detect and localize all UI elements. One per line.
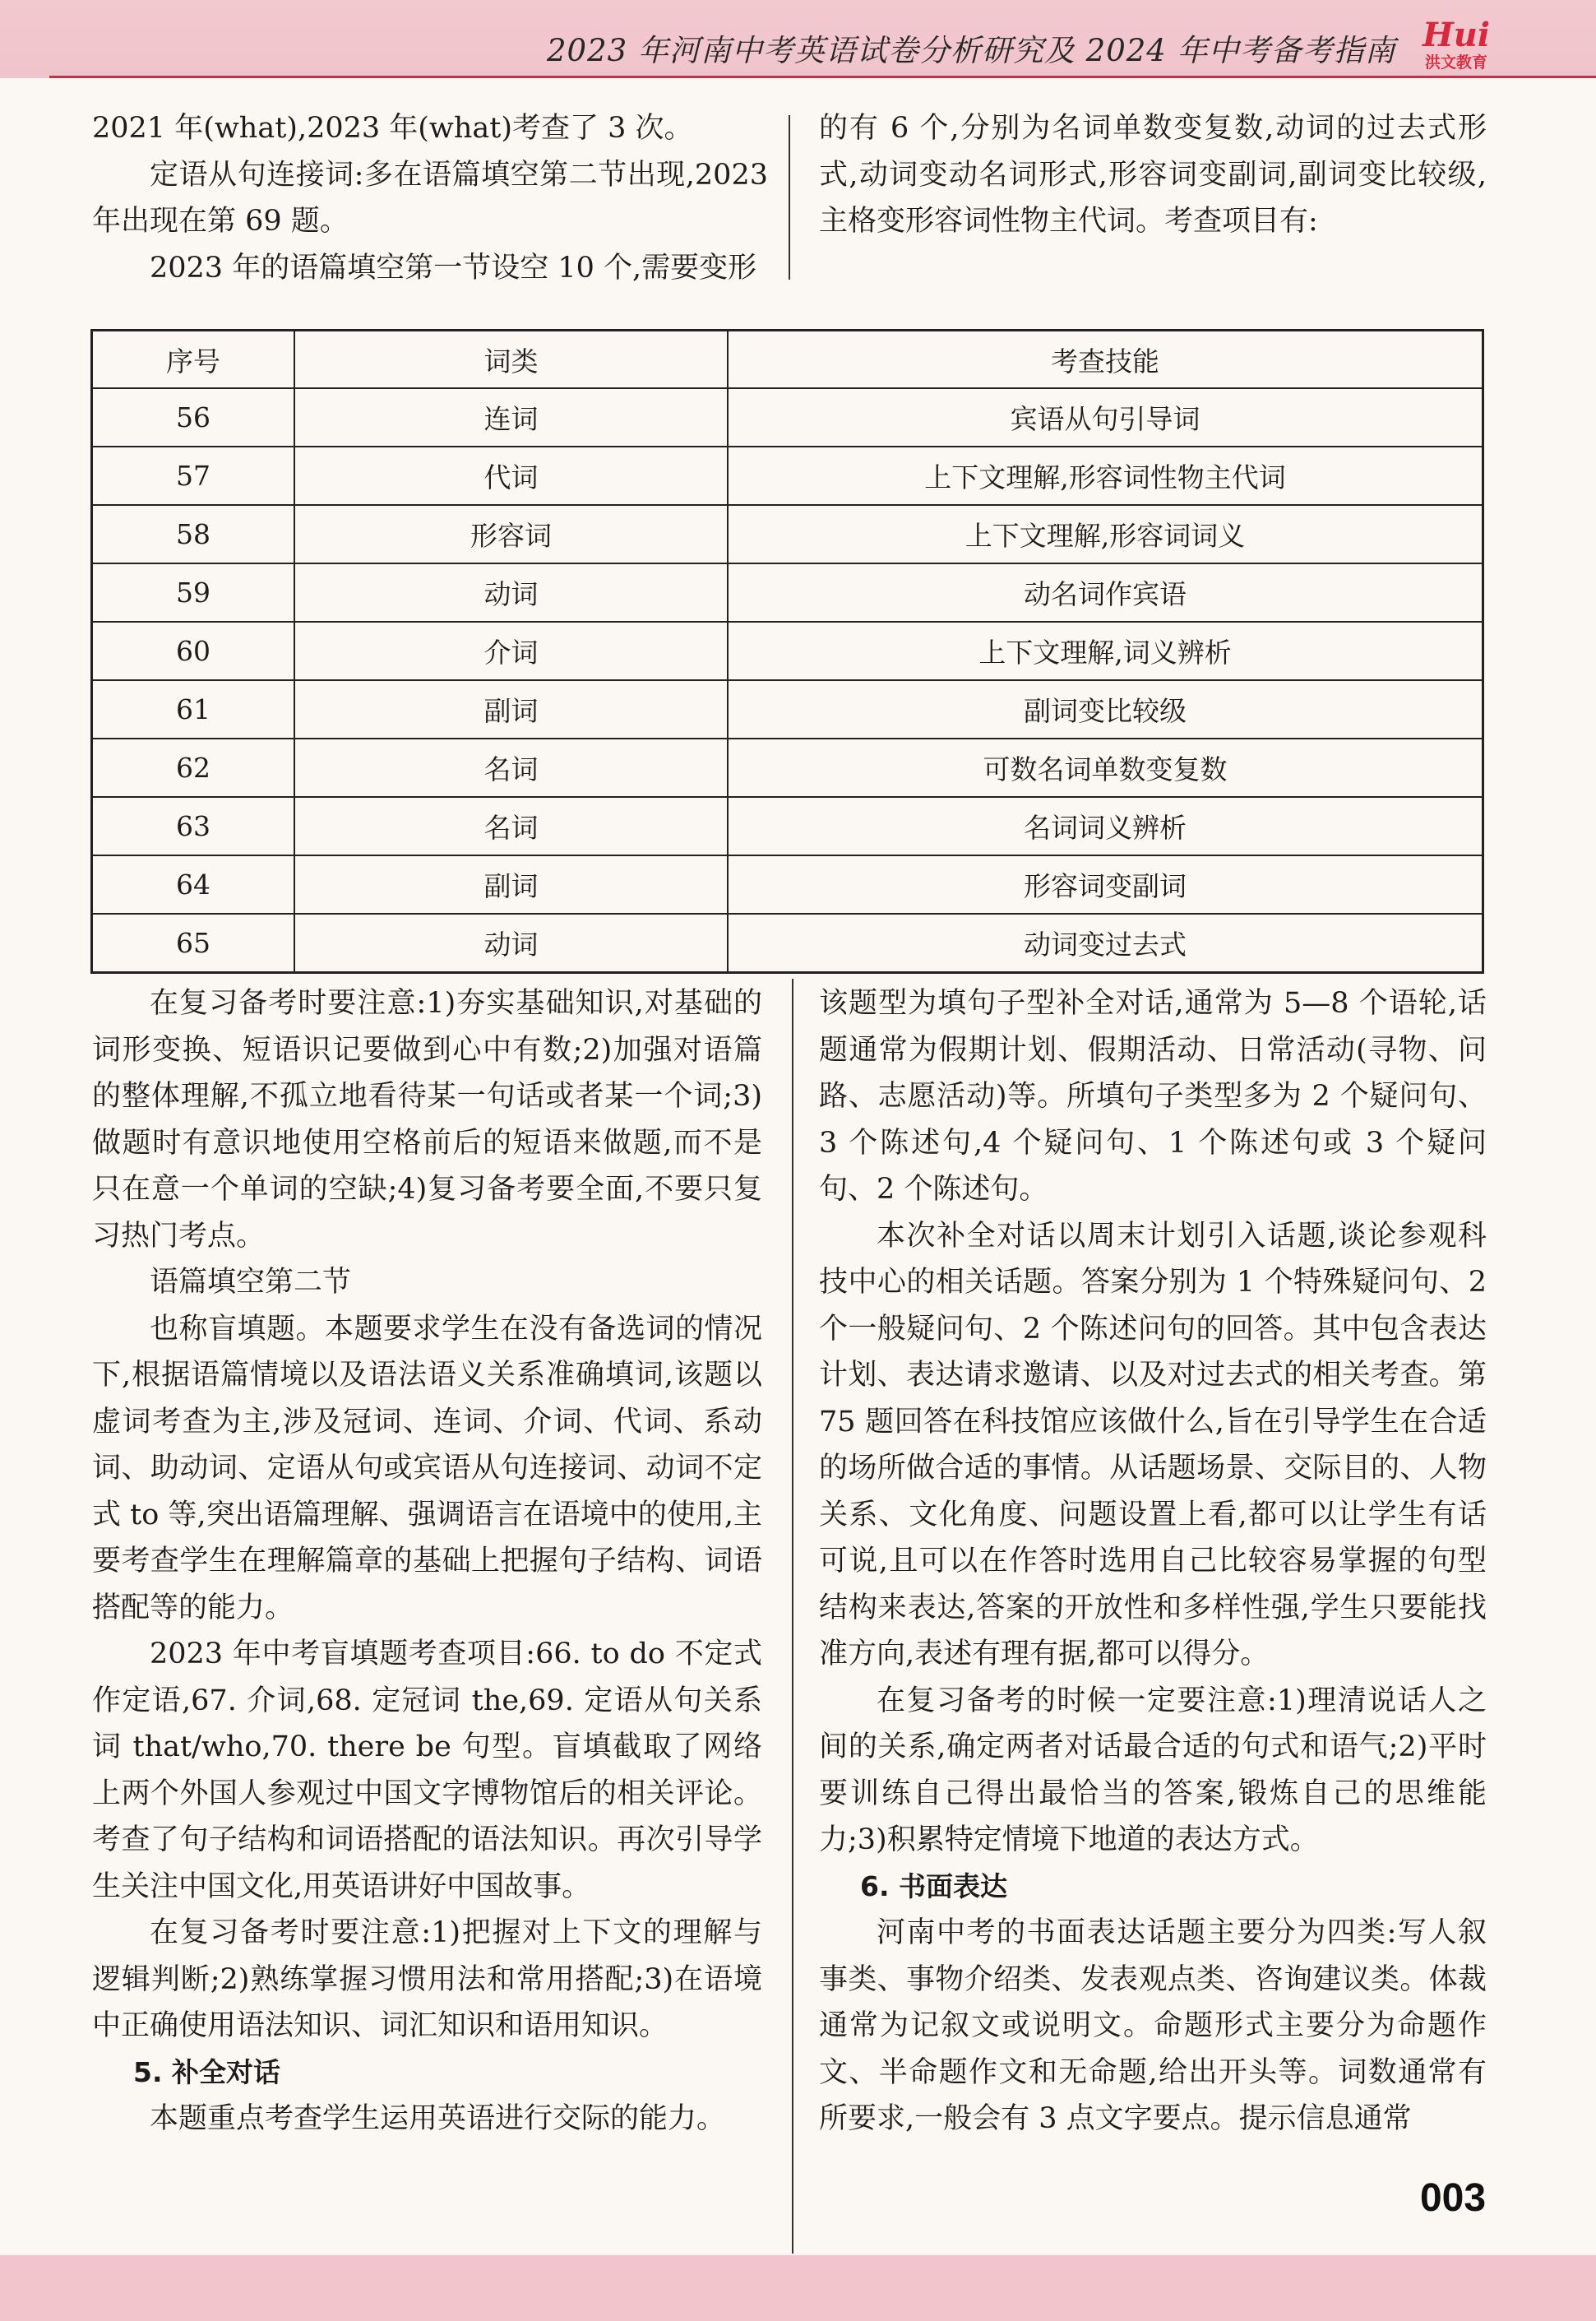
page-number: 003 [1419, 2176, 1487, 2220]
paragraph: 定语从句连接词:多在语篇填空第二节出现,2023 年出现在第 69 题。 [92, 158, 768, 238]
paragraph: 本次补全对话以周末计划引入话题,谈论参观科技中心的相关话题。答案分别为 1 个特殊疑问句、2 个一般疑问句、2 个陈述问句的回答。其中包含表达计划、表达请求邀请、以及对过去式的相关考查。第 75 题回答在科技馆应该做什么,旨在引导学生在合适的场所做合适的事情。从话题场景、交际目的、人物关系、文化角度、问题设置上看,都可以让学生有话可说,且可以在作答时选用自己比较容易掌握的句型结构来表达,答案的开放性和多样性强,学生只要能找准方向,表述有理有据,都可以得分。 [819, 1219, 1487, 1670]
column-divider [789, 115, 790, 280]
cell-word-class: 名词 [294, 797, 728, 855]
cell-number: 61 [92, 680, 295, 739]
section-heading-6: 6. 书面表达 [860, 1869, 1007, 1902]
cell-skill: 可数名词单数变复数 [728, 739, 1483, 797]
publisher-logo [1416, 18, 1497, 74]
cell-word-class: 副词 [294, 680, 728, 739]
paragraph: 的有 6 个,分别为名词单数变复数,动词的过去式形式,动词变动名词形式,形容词变副词,副词变比较级,主格变形容词性物主代词。考查项目有: [819, 112, 1487, 238]
cell-number: 63 [92, 797, 295, 855]
header-cell-number: 序号 [92, 331, 295, 389]
table-row [92, 855, 1483, 914]
table-row [92, 447, 1483, 505]
paragraph: 2023 年的语篇填空第一节设空 10 个,需要变形 [150, 251, 757, 285]
cell-number: 59 [92, 563, 295, 622]
cell-skill: 动名词作宾语 [728, 563, 1483, 622]
table-row [92, 680, 1483, 739]
cell-word-class: 动词 [294, 563, 728, 622]
cell-skill: 形容词变副词 [728, 855, 1483, 914]
subsection-label: 语篇填空第二节 [150, 1266, 352, 1299]
right-column [819, 980, 1487, 2143]
cell-word-class: 副词 [294, 855, 728, 914]
paragraph: 2021 年(what),2023 年(what)考查了 3 次。 [92, 112, 693, 145]
cell-number: 60 [92, 622, 295, 680]
paragraph: 2023 年中考盲填题考查项目:66. to do 不定式作定语,67. 介词,68. 定冠词 the,69. 定语从句关系词 that/who,70. there be 句型。盲填截取了网络上两个外国人参观过中国文字博物馆后的相关评论。考查了句子结构和词语搭配的语法知识。再次引导学生关注中国文化,用英语讲好中国故事。 [92, 1638, 762, 1903]
table-row [92, 739, 1483, 797]
table-row [92, 914, 1483, 973]
cell-skill: 宾语从句引导词 [728, 388, 1483, 447]
table-row [92, 388, 1483, 447]
cell-number: 58 [92, 505, 295, 563]
cell-skill: 上下文理解,形容词词义 [728, 505, 1483, 563]
cell-word-class: 形容词 [294, 505, 728, 563]
cell-word-class: 介词 [294, 622, 728, 680]
cell-number: 57 [92, 447, 295, 505]
cell-number: 64 [92, 855, 295, 914]
top-right-column [819, 105, 1487, 245]
cell-number: 62 [92, 739, 295, 797]
table-row [92, 563, 1483, 622]
section-heading-5: 5. 补全对话 [133, 2055, 280, 2088]
top-left-column [92, 105, 768, 291]
exam-items-table [90, 329, 1484, 974]
running-header-title: 2023 年河南中考英语试卷分析研究及 2024 年中考备考指南 [547, 33, 1396, 68]
logo-mark: Hui [1422, 16, 1491, 54]
header-rule [49, 76, 1596, 78]
paragraph: 在复习备考时要注意:1)夯实基础知识,对基础的词形变换、短语识记要做到心中有数;2)加强对语篇的整体理解,不孤立地看待某一句话或者某一个词;3)做题时有意识地使用空格前后的短语来做题,而不是只在意一个单词的空缺;4)复习备考要全面,不要只复习热门考点。 [92, 987, 762, 1253]
left-column [92, 980, 762, 2143]
paragraph: 在复习备考的时候一定要注意:1)理清说话人之间的关系,确定两者对话最合适的句式和语气;2)平时要训练自己得出最恰当的答案,锻炼自己的思维能力;3)积累特定情境下地道的表达方式。 [819, 1684, 1487, 1856]
cell-skill: 名词词义辨析 [728, 797, 1483, 855]
cell-skill: 动词变过去式 [728, 914, 1483, 973]
footer-band [0, 2255, 1596, 2321]
paragraph: 本题重点考查学生运用英语进行交际的能力。 [150, 2102, 726, 2135]
paragraph: 也称盲填题。本题要求学生在没有备选词的情况下,根据语篇情境以及语法语义关系准确填词,该题以虚词考查为主,涉及冠词、连词、介词、代词、系动词、助动词、定语从句或宾语从句连接词、动词不定式 to 等,突出语篇理解、强调语言在语境中的使用,主要考查学生在理解篇章的基础上把握句子结构、词语搭配等的能力。 [92, 1312, 762, 1624]
table-row [92, 505, 1483, 563]
cell-word-class: 连词 [294, 388, 728, 447]
column-divider [792, 979, 793, 2254]
header-cell-word-class: 词类 [294, 331, 728, 389]
paragraph: 在复习备考时要注意:1)把握对上下文的理解与逻辑判断;2)熟练掌握习惯用法和常用搭配;3)在语境中正确使用语法知识、词汇知识和语用知识。 [92, 1916, 762, 2042]
cell-word-class: 动词 [294, 914, 728, 973]
cell-word-class: 代词 [294, 447, 728, 505]
paragraph: 该题型为填句子型补全对话,通常为 5—8 个语轮,话题通常为假期计划、假期活动、日常活动(寻物、问路、志愿活动)等。所填句子类型多为 2 个疑问句、3 个陈述句,4 个疑问句、1 个陈述句或 3 个疑问句、2 个陈述句。 [819, 987, 1487, 1206]
cell-number: 65 [92, 914, 295, 973]
logo-text: 洪文教育 [1424, 53, 1487, 72]
header-cell-skill: 考查技能 [728, 331, 1483, 389]
cell-skill: 上下文理解,形容词性物主代词 [728, 447, 1483, 505]
cell-skill: 上下文理解,词义辨析 [728, 622, 1483, 680]
table-header-row [92, 331, 1483, 389]
table-row [92, 797, 1483, 855]
paragraph: 河南中考的书面表达话题主要分为四类:写人叙事类、事物介绍类、发表观点类、咨询建议类。体裁通常为记叙文或说明文。命题形式主要分为命题作文、半命题作文和无命题,给出开头等。词数通常有所要求,一般会有 3 点文字要点。提示信息通常 [819, 1916, 1487, 2135]
table-row [92, 622, 1483, 680]
cell-word-class: 名词 [294, 739, 728, 797]
cell-number: 56 [92, 388, 295, 447]
cell-skill: 副词变比较级 [728, 680, 1483, 739]
